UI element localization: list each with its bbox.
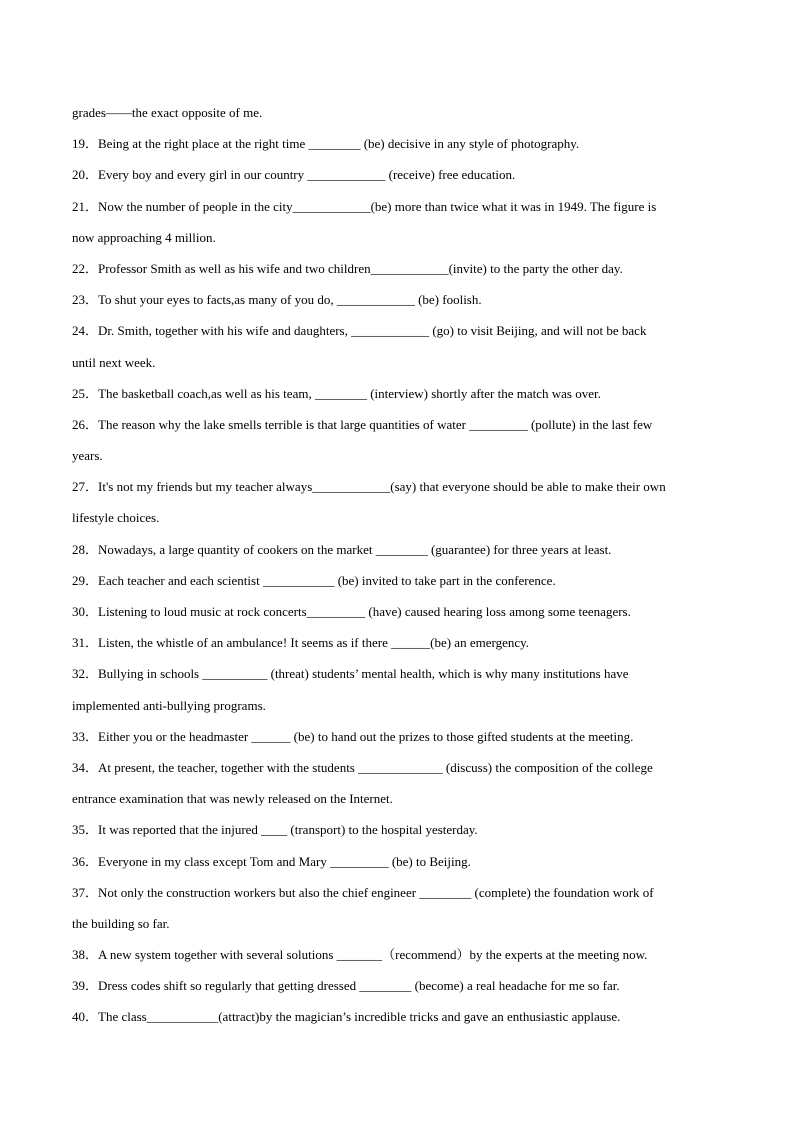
question-39: 39．Dress codes shift so regularly that getting dressed ________ (become) a real headache for me so far. bbox=[72, 978, 620, 994]
text-line: the building so far. bbox=[72, 915, 170, 931]
question-32: 32．Bullying in schools __________ (threat) students’ mental health, which is why many institutions have bbox=[72, 666, 629, 682]
question-36: 36．Everyone in my class except Tom and Mary _________ (be) to Beijing. bbox=[72, 853, 471, 869]
question-29: 29．Each teacher and each scientist ___________ (be) invited to take part in the conference. bbox=[72, 572, 556, 588]
question-40: 40．The class___________(attract)by the magician’s incredible tricks and gave an enthusiastic applause. bbox=[72, 1009, 621, 1025]
question-37: 37．Not only the construction workers but also the chief engineer ________ (complete) the foundation work of bbox=[72, 884, 654, 900]
question-20: 20．Every boy and every girl in our country ____________ (receive) free education. bbox=[72, 167, 516, 183]
text-line: years. bbox=[72, 448, 103, 464]
text-line: lifestyle choices. bbox=[72, 510, 160, 526]
question-28: 28．Nowadays, a large quantity of cookers on the market ________ (guarantee) for three years at least. bbox=[72, 541, 612, 557]
question-23: 23．To shut your eyes to facts,as many of you do, ____________ (be) foolish. bbox=[72, 292, 482, 308]
text-line: now approaching 4 million. bbox=[72, 229, 216, 245]
question-33: 33．Either you or the headmaster ______ (be) to hand out the prizes to those gifted students at the meeting. bbox=[72, 728, 634, 744]
question-35: 35．It was reported that the injured ____ (transport) to the hospital yesterday. bbox=[72, 822, 478, 838]
text-line: entrance examination that was newly released on the Internet. bbox=[72, 791, 393, 807]
question-30: 30．Listening to loud music at rock concerts_________ (have) caused hearing loss among some teenagers. bbox=[72, 604, 631, 619]
question-31: 31．Listen, the whistle of an ambulance! It seems as if there ______(be) an emergency. bbox=[72, 635, 530, 651]
text-line: grades——the exact opposite of me. bbox=[72, 105, 263, 120]
exercise-text bbox=[72, 101, 722, 1037]
question-26: 26．The reason why the lake smells terrible is that large quantities of water _________ (pollute) in the last few bbox=[72, 416, 653, 432]
question-22: 22．Professor Smith as well as his wife and two children____________(invite) to the party the other day. bbox=[72, 260, 623, 276]
question-25: 25．The basketball coach,as well as his team, ________ (interview) shortly after the match was over. bbox=[72, 385, 601, 401]
question-19: 19．Being at the right place at the right time ________ (be) decisive in any style of photography. bbox=[72, 136, 580, 152]
question-38: 38．A new system together with several solutions _______（recommend）by the experts at the meeting now. bbox=[72, 947, 648, 963]
question-21: 21．Now the number of people in the city____________(be) more than twice what it was in 1949. The figure is bbox=[72, 198, 657, 214]
question-27: 27．It's not my friends but my teacher always____________(say) that everyone should be able to make their own bbox=[72, 479, 666, 495]
text-line: until next week. bbox=[72, 354, 156, 370]
text-line: implemented anti-bullying programs. bbox=[72, 697, 266, 713]
question-34: 34．At present, the teacher, together with the students _____________ (discuss) the composition of the college bbox=[72, 759, 653, 775]
question-24: 24．Dr. Smith, together with his wife and daughters, ____________ (go) to visit Beijing, and will not be back bbox=[72, 323, 647, 339]
